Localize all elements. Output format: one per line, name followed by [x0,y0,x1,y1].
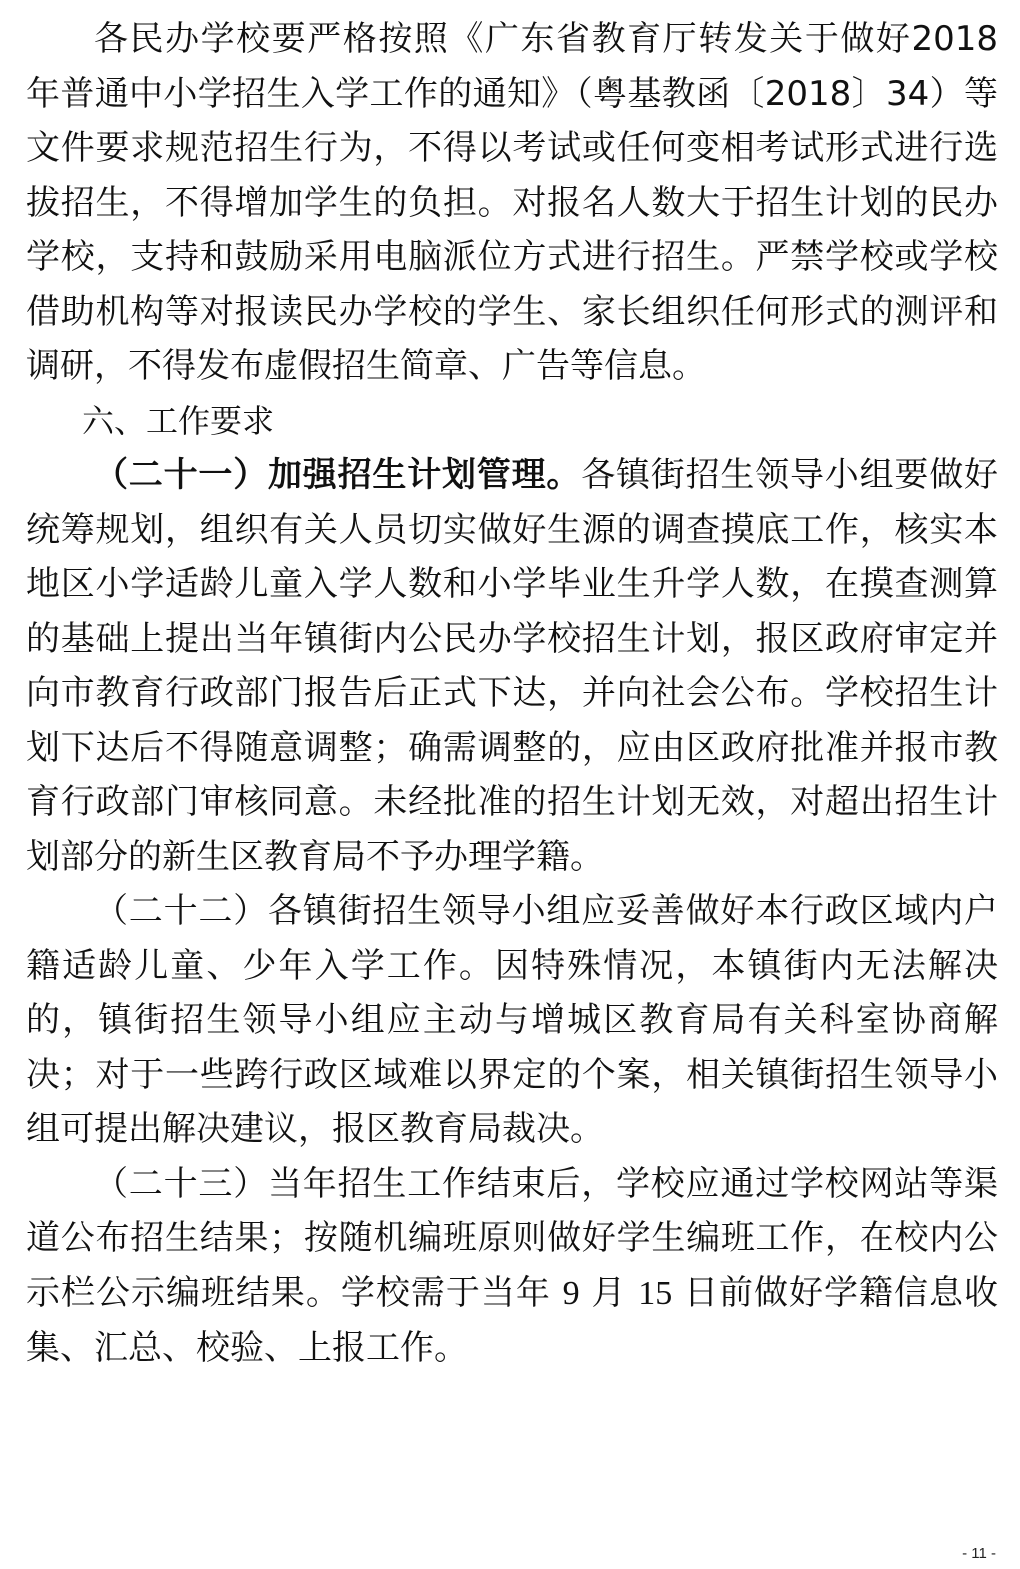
article-23-text-3: 日前做好学籍信息收集、汇总、校验、上报工作。 [26,1272,998,1368]
article-23-text-1: （二十三）当年招生工作结束后，学校应通过学校网站等渠道公布招生结果；按随机编班原则做好学生编班工作，在校内公示栏公示编班结果。学校需于当年 [26,1163,998,1313]
paragraph-article-23 [26,1157,998,1376]
paragraph-article-22: （二十二）各镇街招生领导小组应妥善做好本行政区域内户籍适龄儿童、少年入学工作。因特殊情况，本镇街内无法解决的，镇街招生领导小组应主动与增城区教育局有关科室协商解决；对于一些跨行政区域难以界定的个案，相关镇街招生领导小组可提出解决建议，报区教育局裁决。 [26,891,998,1149]
paragraph-article-21 [26,448,998,884]
section-heading-work-requirements: 六、工作要求 [82,401,275,440]
paragraph-admissions-rules: 各民办学校要严格按照《广东省教育厅转发关于做好2018 年普通中小学招生入学工作的通知》（粤基教函〔2018〕34）等文件要求规范招生行为，不得以考试或任何变相考试形式进行选拔招生，不得增加学生的负担。对报名人数大于招生计划的民办学校，支持和鼓励采用电脑派位方式进行招生。严禁学校或学校借助机构等对报读民办学校的学生、家长组织任何形式的测评和调研，不得发布虚假招生简章、广告等信息。 [26,19,998,386]
article-21-body: 各镇街招生领导小组要做好统筹规划，组织有关人员切实做好生源的调查摸底工作，核实本地区小学适龄儿童入学人数和小学毕业生升学人数，在摸查测算的基础上提出当年镇街内公民办学校招生计划，报区政府审定并向市教育行政部门报告后正式下达，并向社会公布。学校招生计划下达后不得随意调整；确需调整的，应由区政府批准并报市教育行政部门审核同意。未经批准的招生计划无效，对超出招生计划部分的新生区教育局不予办理学籍。 [26,455,999,877]
article-21-lead: （二十一）加强招生计划管理。 [94,455,582,495]
document-body [26,12,998,1376]
page-number: - 11 - [962,1545,996,1562]
article-23-text-2: 月 [579,1272,639,1313]
article-23-month: 9 [562,1274,580,1312]
article-23-day: 15 [638,1274,673,1312]
